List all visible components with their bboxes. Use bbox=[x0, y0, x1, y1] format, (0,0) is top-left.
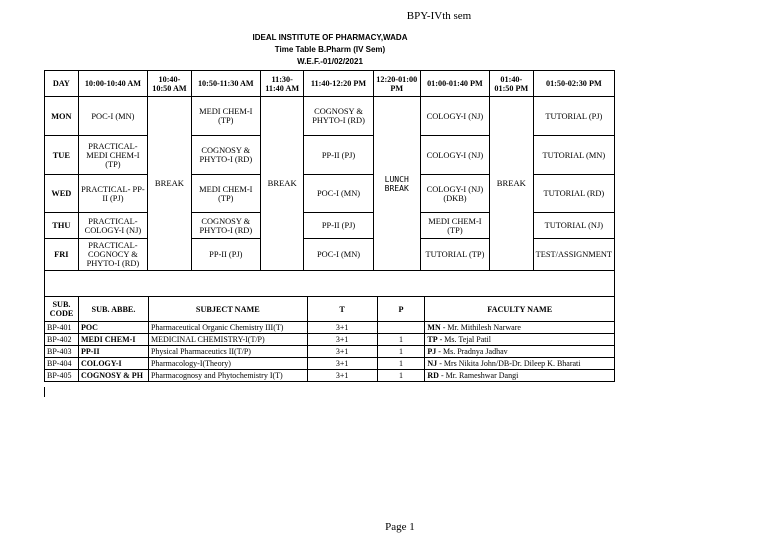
period-cell: COLOGY-I (NJ)(DKB) bbox=[420, 175, 489, 213]
period-cell: COGNOSY & PHYTO-I (RD) bbox=[191, 136, 260, 175]
sub-code: BP-405 bbox=[45, 370, 79, 382]
sub-code: BP-402 bbox=[45, 334, 79, 346]
subject-name: Physical Pharmaceutics II(T/P) bbox=[148, 346, 307, 358]
table-row bbox=[45, 97, 615, 136]
faculty-abbr: NJ bbox=[427, 359, 438, 368]
timetable bbox=[44, 70, 615, 297]
period-cell: TEST/ASSIGNMENT bbox=[533, 239, 614, 271]
institute-name: IDEAL INSTITUTE OF PHARMACY,WADA bbox=[252, 33, 408, 42]
break-cell-3: BREAK bbox=[490, 97, 534, 271]
practical-hours bbox=[377, 322, 425, 334]
spacer-row bbox=[45, 271, 615, 297]
table-row bbox=[45, 358, 615, 370]
period-cell: TUTORIAL (MN) bbox=[533, 136, 614, 175]
practical-hours: 1 bbox=[377, 346, 425, 358]
sub-abbr: MEDI CHEM-I bbox=[78, 334, 148, 346]
period-cell: POC-I (MN) bbox=[78, 97, 147, 136]
margin-line bbox=[44, 387, 45, 397]
sub-code: BP-404 bbox=[45, 358, 79, 370]
col-header-slot3: 11:40-12:20 PM bbox=[304, 71, 373, 97]
faculty-abbr: PJ bbox=[427, 347, 437, 356]
period-cell: TUTORIAL (RD) bbox=[533, 175, 614, 213]
table-row bbox=[45, 322, 615, 334]
sub-code: BP-401 bbox=[45, 322, 79, 334]
day-cell: TUE bbox=[45, 136, 79, 175]
col-header-day: DAY bbox=[45, 71, 79, 97]
col-header-break1: 10:40-10:50 AM bbox=[148, 71, 192, 97]
col-header-break2: 11:30-11:40 AM bbox=[260, 71, 304, 97]
day-cell: MON bbox=[45, 97, 79, 136]
faculty-full-name: - Ms. Tejal Patil bbox=[437, 335, 491, 344]
subject-name: Pharmacognosy and Phytochemistry I(T) bbox=[148, 370, 307, 382]
period-cell: TUTORIAL (NJ) bbox=[533, 213, 614, 239]
period-cell: PRACTICAL- COLOGY-I (NJ) bbox=[78, 213, 147, 239]
period-cell: POC-I (MN) bbox=[304, 175, 373, 213]
theory-hours: 3+1 bbox=[307, 334, 377, 346]
period-cell: PRACTICAL- PP-II (PJ) bbox=[78, 175, 147, 213]
col-header-practical: P bbox=[377, 297, 425, 322]
subject-table bbox=[44, 296, 615, 382]
period-cell: MEDI CHEM-I (TP) bbox=[191, 97, 260, 136]
col-header-theory: T bbox=[307, 297, 377, 322]
sub-code: BP-403 bbox=[45, 346, 79, 358]
day-cell: WED bbox=[45, 175, 79, 213]
theory-hours: 3+1 bbox=[307, 322, 377, 334]
faculty-full-name: - Mr. Rameshwar Dangi bbox=[438, 371, 519, 380]
table-row bbox=[45, 334, 615, 346]
practical-hours: 1 bbox=[377, 334, 425, 346]
col-header-slot5: 01:50-02:30 PM bbox=[533, 71, 614, 97]
period-cell: PRACTICAL- COGNOCY & PHYTO-I (RD) bbox=[78, 239, 147, 271]
faculty-full-name: - Mr. Mithilesh Narware bbox=[440, 323, 521, 332]
col-header-sub-abbr: SUB. ABBE. bbox=[78, 297, 148, 322]
day-cell: THU bbox=[45, 213, 79, 239]
period-cell: MEDI CHEM-I (TP) bbox=[191, 175, 260, 213]
period-cell: TUTORIAL (TP) bbox=[420, 239, 489, 271]
faculty-name bbox=[425, 358, 615, 370]
lunch-break-cell: LUNCH BREAK bbox=[373, 97, 420, 271]
faculty-abbr: TP bbox=[427, 335, 438, 344]
theory-hours: 3+1 bbox=[307, 370, 377, 382]
subject-name: Pharmaceutical Organic Chemistry III(T) bbox=[148, 322, 307, 334]
sheet-label: BPY-IVth sem bbox=[406, 10, 472, 22]
theory-hours: 3+1 bbox=[307, 346, 377, 358]
col-header-slot1: 10:00-10:40 AM bbox=[78, 71, 147, 97]
sub-abbr: COLOGY-I bbox=[78, 358, 148, 370]
practical-hours: 1 bbox=[377, 370, 425, 382]
period-cell: PRACTICAL- MEDI CHEM-I (TP) bbox=[78, 136, 147, 175]
col-header-sub-code: SUB. CODE bbox=[45, 297, 79, 322]
sub-abbr: COGNOSY & PH bbox=[78, 370, 148, 382]
period-cell: COLOGY-I (NJ) bbox=[420, 136, 489, 175]
timetable-subtitle: Time Table B.Pharm (IV Sem) bbox=[274, 45, 386, 54]
faculty-full-name: - Mrs Nikita John/DB-Dr. Dileep K. Bharati bbox=[437, 359, 581, 368]
col-header-slot2: 10:50-11:30 AM bbox=[191, 71, 260, 97]
period-cell: PP-II (PJ) bbox=[304, 136, 373, 175]
faculty-abbr: MN bbox=[427, 323, 441, 332]
timetable-header-row bbox=[45, 71, 615, 97]
faculty-name bbox=[425, 322, 615, 334]
practical-hours: 1 bbox=[377, 358, 425, 370]
theory-hours: 3+1 bbox=[307, 358, 377, 370]
faculty-full-name: - Ms. Pradnya Jadhav bbox=[436, 347, 508, 356]
faculty-abbr: RD bbox=[427, 371, 439, 380]
page-number: Page 1 bbox=[385, 521, 415, 533]
col-header-break3: 01:40-01:50 PM bbox=[490, 71, 534, 97]
period-cell: PP-II (PJ) bbox=[304, 213, 373, 239]
col-header-lunch: 12:20-01:00 PM bbox=[373, 71, 420, 97]
col-header-slot4: 01:00-01:40 PM bbox=[420, 71, 489, 97]
col-header-faculty: FACULTY NAME bbox=[425, 297, 615, 322]
day-cell: FRI bbox=[45, 239, 79, 271]
faculty-name bbox=[425, 334, 615, 346]
table-row bbox=[45, 346, 615, 358]
period-cell: PP-II (PJ) bbox=[191, 239, 260, 271]
period-cell: COLOGY-I (NJ) bbox=[420, 97, 489, 136]
period-cell: MEDI CHEM-I (TP) bbox=[420, 213, 489, 239]
break-cell-1: BREAK bbox=[148, 97, 192, 271]
sub-abbr: POC bbox=[78, 322, 148, 334]
subject-name: Pharmacology-I(Theory) bbox=[148, 358, 307, 370]
table-row bbox=[45, 370, 615, 382]
sub-abbr: PP-II bbox=[78, 346, 148, 358]
period-cell: COGNOSY & PHYTO-I (RD) bbox=[191, 213, 260, 239]
period-cell: COGNOSY & PHYTO-I (RD) bbox=[304, 97, 373, 136]
period-cell: TUTORIAL (PJ) bbox=[533, 97, 614, 136]
faculty-name bbox=[425, 346, 615, 358]
effective-date: W.E.F.-01/02/2021 bbox=[297, 57, 363, 66]
faculty-name bbox=[425, 370, 615, 382]
spacer-cell bbox=[45, 271, 615, 297]
col-header-subject-name: SUBJECT NAME bbox=[148, 297, 307, 322]
period-cell: POC-I (MN) bbox=[304, 239, 373, 271]
subject-header-row bbox=[45, 297, 615, 322]
break-cell-2: BREAK bbox=[260, 97, 304, 271]
subject-name: MEDICINAL CHEMISTRY-I(T/P) bbox=[148, 334, 307, 346]
